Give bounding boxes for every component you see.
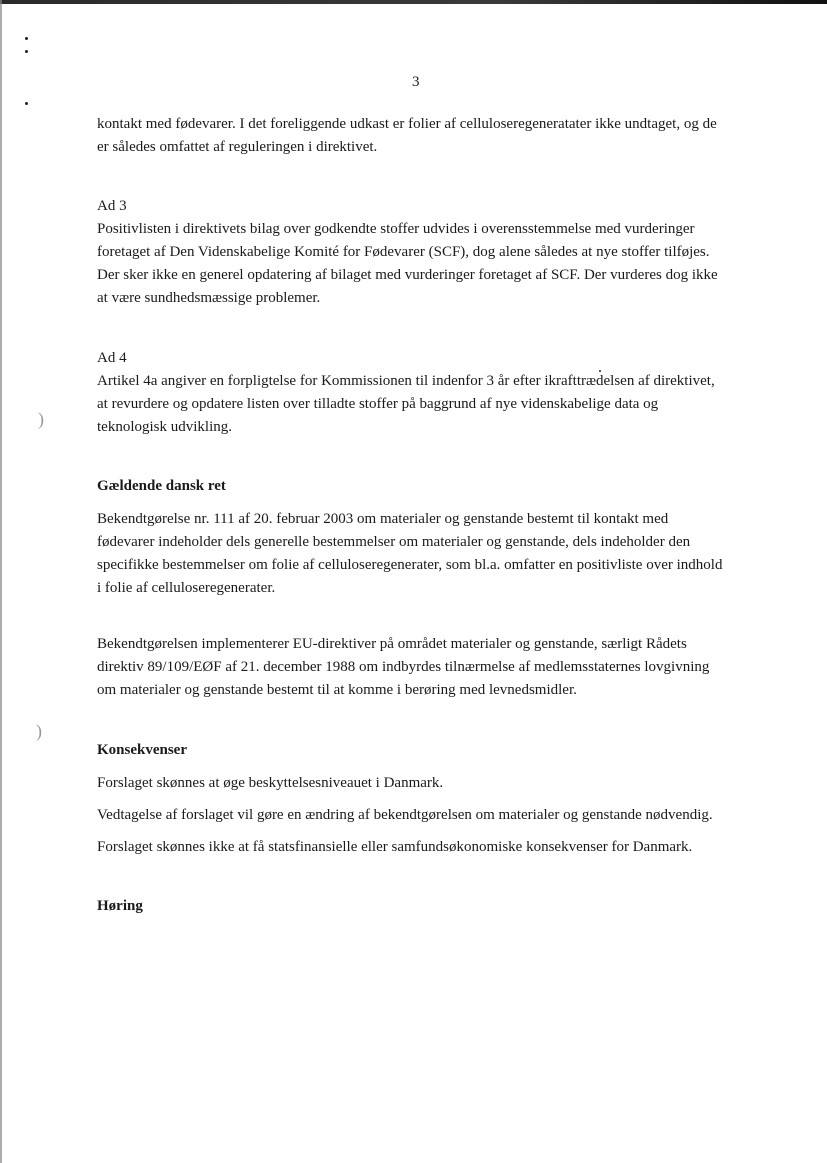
ad4-paragraph: Artikel 4a angiver en forpligtelse for Kommissionen til indenfor 3 år efter ikrafttrædelsen af direktivet, at revurdere og opdatere listen over tilladte stoffer på baggrund af nye videnskabelige data og teknologisk udvikling.	[97, 373, 715, 435]
konsekvenser-paragraph-1: Forslaget skønnes at øge beskyttelsesniveauet i Danmark.	[97, 775, 444, 791]
heading-gaeldende-dansk-ret: Gældende dansk ret	[97, 478, 226, 494]
ad3-label: Ad 3	[97, 198, 127, 214]
heading-horing: Høring	[97, 898, 143, 914]
konsekvenser-paragraph-3: Forslaget skønnes ikke at få statsfinansielle eller samfundsøkonomiske konsekvenser for Danmark.	[97, 839, 693, 855]
intro-paragraph: kontakt med fødevarer. I det foreliggende udkast er folier af celluloseregeneratater ikke undtaget, og de er således omfattet af reguleringen i direktivet.	[97, 116, 717, 155]
konsekvenser-paragraph-2: Vedtagelse af forslaget vil gøre en ændring af bekendtgørelsen om materialer og genstande nødvendig.	[97, 807, 713, 823]
ad3-paragraph: Positivlisten i direktivets bilag over godkendte stoffer udvides i overensstemmelse med vurderinger foretaget af Den Videnskabelige Komité for Fødevarer (SCF), dog alene således at nye stoffer tilføjes. Der sker ikke en generel opdatering af bilaget med vurderinger foretaget af SCF. Der vurderes dog ikke at være sundhedsmæssige problemer.	[97, 221, 718, 306]
scan-speck	[25, 102, 28, 105]
heading-konsekvenser: Konsekvenser	[97, 742, 187, 758]
scan-speck	[25, 50, 28, 53]
scan-top-edge	[0, 0, 827, 4]
ad4-label: Ad 4	[97, 350, 127, 366]
dansk-ret-paragraph-1: Bekendtgørelse nr. 111 af 20. februar 2003 om materialer og genstande bestemt til kontakt med fødevarer indeholder dels generelle bestemmelser om materialer og genstande, dels indeholder den specifikke bestemmelser om folie af celluloseregenerater, som bl.a. omfatter en positivliste over indhold i folie af celluloseregenerater.	[97, 511, 723, 596]
scan-mark: )	[36, 721, 42, 741]
dansk-ret-paragraph-2: Bekendtgørelsen implementerer EU-direktiver på området materialer og genstande, særligt Rådets direktiv 89/109/EØF af 21. december 1988 om indbyrdes tilnærmelse af medlemsstaternes lovgivning om materialer og genstande bestemt til at komme i berøring med levnedsmidler.	[97, 636, 710, 698]
document-body	[97, 113, 729, 918]
scan-mark: )	[38, 409, 44, 429]
scan-left-edge	[0, 0, 2, 1163]
scan-speck	[25, 37, 28, 40]
page-number: 3	[412, 74, 420, 90]
